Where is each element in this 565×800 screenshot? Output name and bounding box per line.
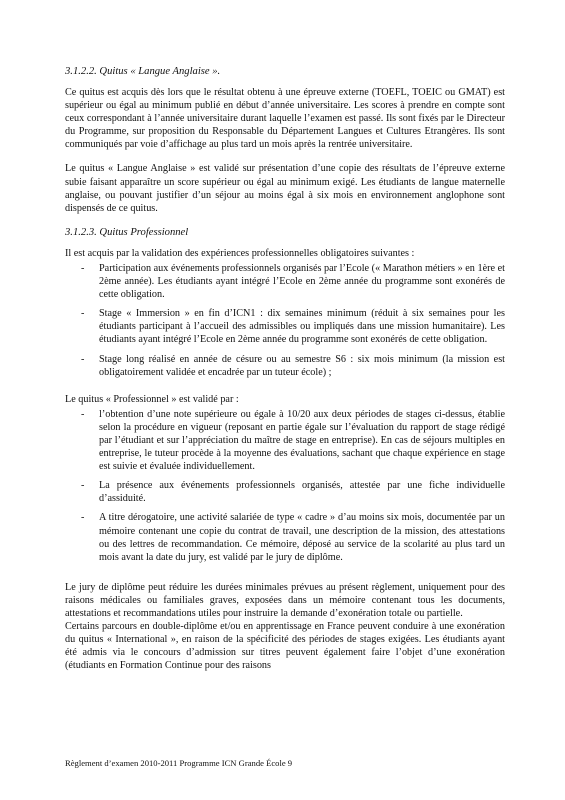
paragraph-professionnel-validation-intro: Le quitus « Professionnel » est validé par : [65,393,239,405]
list-professional-experiences [65,262,505,379]
document-page [65,65,505,672]
list-item: - Stage long réalisé en année de césure ou au semestre S6 : six mois minimum (la mission est obligatoirement validée et encadrée par un tuteur école) ; [65,353,505,379]
paragraph-jury-reduction: Le jury de diplôme peut réduire les durées minimales prévues au présent règlement, uniquement pour des raisons médicales ou familiales graves, exposées dans un mémoire contenant tous les documents, attestations et recommandations utiles pour instruire la demande d’exonération totale ou partielle. [65,581,505,619]
paragraph-professionnel-intro: Il est acquis par la validation des expériences professionnelles obligatoires suivantes : [65,247,415,259]
paragraph-quitus-anglais-acquisition: Ce quitus est acquis dès lors que le résultat obtenu à une épreuve externe (TOEFL, TOEIC ou GMAT) est supérieur ou égal au minimum publié en début d’année universitaire. Les scores à prendre en compte sont ceux correspondant à l’année universitaire durant laquelle l’examen est passé. Ils sont fixés par le Directeur du Programme, sur proposition du Responsable du Département Langues et Cultures Etrangères. Ils sont communiqués par voie d’affichage au plus tard un mois après la rentrée universitaire. [65,87,505,151]
list-item: - A titre dérogatoire, une activité salariée de type « cadre » d’au moins six mois, documentée par un mémoire contenant une copie du contrat de travail, une description de la mission, des attestations ou des lettres de recommandation. Ce mémoire, déposé au service de la scolarité au plus tard un mois avant la date du jury, est validé par le jury de diplôme. [65,511,505,563]
list-item: - La présence aux événements professionnels organisés, attestée par une fiche individuelle d’assiduité. [65,479,505,505]
list-item: - Participation aux événements professionnels organisés par l’Ecole (« Marathon métiers » en 1ère et 2ème année). Les étudiants ayant intégré l’Ecole en 2ème année du programme sont exonérés de cette obligation. [65,262,505,301]
paragraph-quitus-anglais-validation: Le quitus « Langue Anglaise » est validé sur présentation d’une copie des résultats de l’épreuve externe subie faisant apparaître un score supérieur ou égal au minimum exigé. Les étudiants de langue maternelle anglaise, ou pouvant justifier d’un séjour au moins égal à six mois en environnement anglophone sont dispensés de ce quitus. [65,163,505,214]
list-item: - l’obtention d’une note supérieure ou égale à 10/20 aux deux périodes de stages ci-dessus, établie selon la procédure en vigueur (reposant en partie égale sur l’évaluation du rapport de stage rédigé par l’étudiant et sur l’appréciation du maître de stage en entreprise). En cas de séjours multiples en entreprise, le tuteur procède à la moyenne des évaluations, sachant que chaque expérience en stage est suivie et évaluée individuellement. [65,408,505,473]
section-heading-professionnel: 3.1.2.3. Quitus Professionnel [65,226,189,238]
list-item: - Stage « Immersion » en fin d’ICN1 : dix semaines minimum (réduit à six semaines pour les étudiants participant à l’accueil des admissibles ou impliqués dans une mission humanitaire). Les étudiants ayant intégré l’Ecole en 2ème année du programme sont exonérés de cette obligation. [65,307,505,346]
section-heading-langue-anglaise: 3.1.2.2. Quitus « Langue Anglaise ». [65,66,221,77]
list-validation-criteria [65,408,505,564]
paragraph-double-diplome: Certains parcours en double-diplôme et/ou en apprentissage en France peuvent conduire à une exonération du quitus « International », en raison de la spécificité des périodes de stages exigées. Les étudiants ayant été admis via le concours d’admission sur titres peuvent également faire l’objet d’une exonération (étudiants en Formation Continue pour des raisons [65,621,505,672]
page-footer: Règlement d’examen 2010-2011 Programme ICN Grande École 9 [65,758,293,768]
